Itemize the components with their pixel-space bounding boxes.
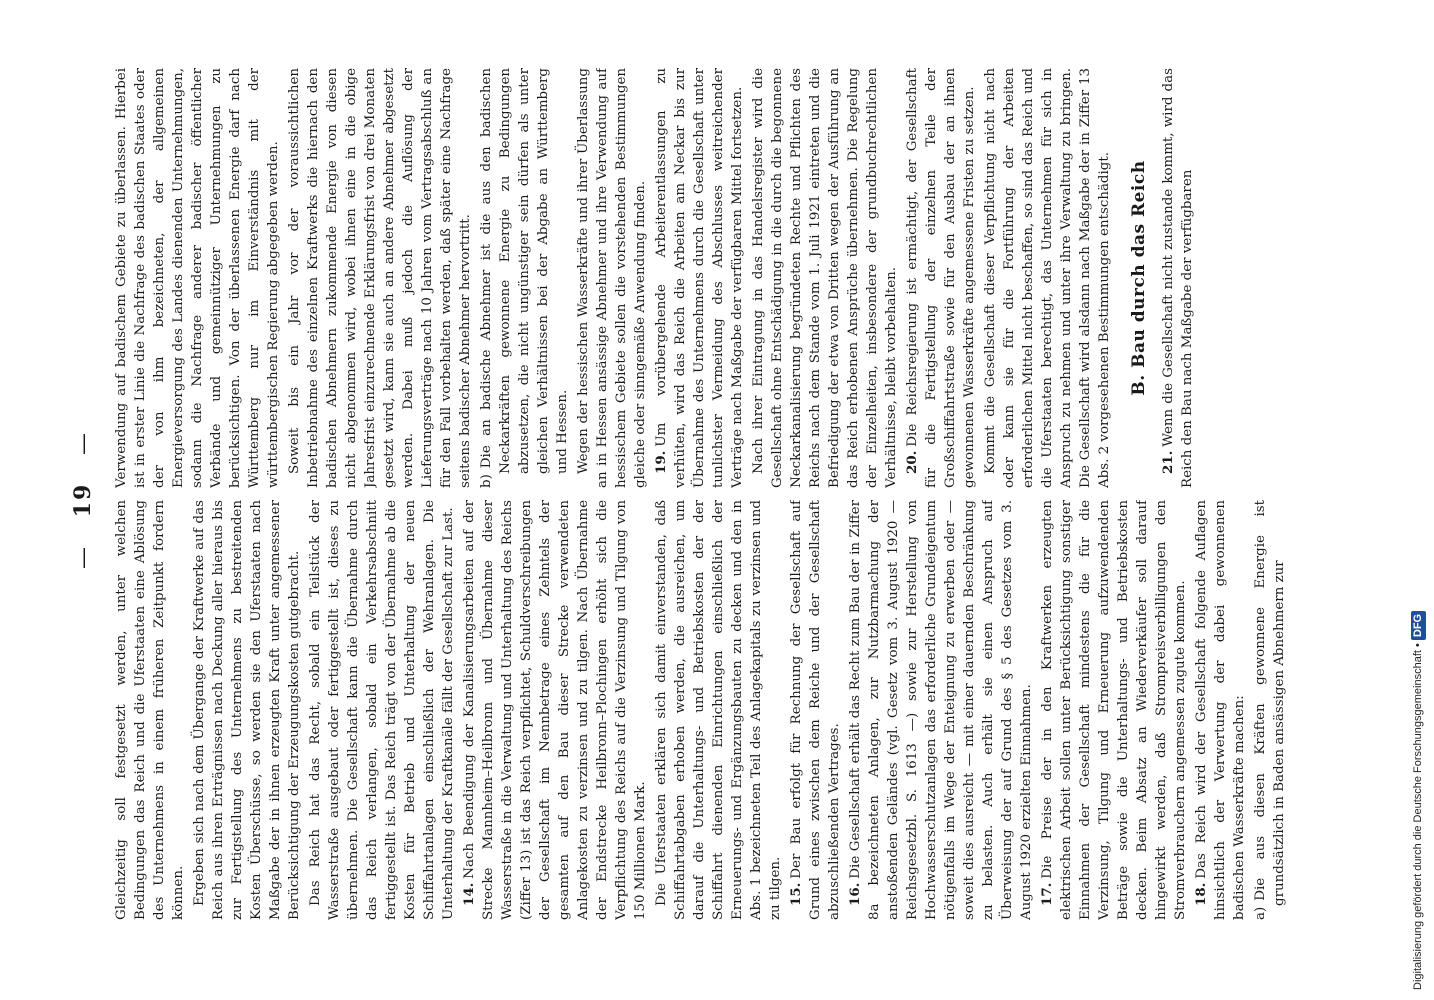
paragraph-number: a)	[1253, 906, 1268, 920]
paragraph-text: Gleichzeitig soll festgesetzt werden, unter welchen Bedingungen das Reich und die Uferstaaten eine Ablösung des Unternehmens in einem früheren Zeitpunkt fordern können.	[114, 500, 186, 920]
paragraph-number: 15.	[788, 882, 804, 906]
dfg-sidebar	[1404, 0, 1434, 1000]
paragraph-text: Nach ihrer Eintragung in das Handelsregister wird die Gesellschaft ohne Entschädigung in die durch die begonnene Neckarkanalisierung begründeten Rechte und Pflichten des Reichs nach dem Stande vom 1. Juli 1921 eintreten und die Befriedigung der etwa von Dritten wegen der Ausführung an das Reich erhobenen Ansprüche übernehmen. Die Regelung der Einzelheiten, insbesondere der grundbuchrechtlichen Verhältnisse, bleibt vorbehalten.	[751, 68, 899, 488]
dfg-logo: DFG	[1411, 611, 1426, 640]
dfg-credit-text: Digitalisierung gefördert durch die Deutsche Forschungsgemeinschaft •	[1412, 643, 1424, 990]
paragraph-text: Nach Beendigung der Kanalisierungsarbeiten auf der Strecke Mannheim–Heilbronn und Übernahme dieser Wasserstraße in die Verwaltung und Unterhaltung des Reichs (Ziffer 13) ist das Reich verpflichtet, Schuldverschreibungen der Gesellschaft im Nennbetrage eines Zehntels der gesamten auf den Bau dieser Strecke verwendeten Anlagekosten zu verzinsen und zu tilgen. Nach Übernahme der Endstrecke Heilbronn–Plochingen erhöht sich die Verpflichtung des Reichs auf die Verzinsung und Tilgung von 150 Millionen Mark.	[462, 500, 648, 920]
paragraph-text: Kommt die Gesellschaft dieser Verpflichtung nicht nach oder kann sie für die Fortführung der Arbeiten erforderlichen Mittel nicht beschaffen, so sind das Reich und die Uferstaaten berechtigt, das Unternehmen für sich in Anspruch zu nehmen und unter ihre Verwaltung zu bringen. Die Gesellschaft wird alsdann nach Maßgabe der in Ziffer 13 Abs. 2 vorgesehenen Bestimmungen entschädigt.	[983, 68, 1112, 488]
paragraph	[749, 68, 901, 488]
paragraph-number: b)	[479, 474, 494, 488]
paragraph-text: Die Uferstaaten erklären sich damit einverstanden, daß Schiffahrtabgaben erhoben werden, die ausreichen, um darauf die Unterhaltungs- und Betriebskosten der der Schiffahrt dienenden Einrichtungen einschließlich der Erneuerungs- und Ergänzungsbauten zu decken und den in Abs. 1 bezeichneten Teil des Anlagekapitals zu verzinsen und zu tilgen.	[654, 500, 783, 920]
paragraph	[190, 500, 304, 920]
paragraph-text: Wenn die Gesellschaft nicht zustande kommt, wird das Reich den Bau nach Maßgabe der verfügbaren	[1161, 68, 1195, 488]
paragraph-text: Die Gesellschaft erhält das Recht zum Bau der in Ziffer 8a bezeichneten Anlagen, zur Nutzbarmachung der anstoßenden Geländes (vgl. Gesetz vom 3. August 1920 — Reichsgesetzbl. S. 1613 —) sowie zur Herstellung von Hochwasserschutzanlagen das erforderliche Grundeigentum nötigenfalls im Wege der Enteignung zu erwerben oder — soweit dies ausreicht — mit einer dauernden Beschränkung zu belasten. Auch erhält sie einen Anspruch auf Überweisung der auf Grund des § 5 des Gesetzes vom 3. August 1920 erzielten Einnahmen.	[848, 500, 1034, 920]
dfg-credit	[1408, 50, 1428, 990]
paragraph-text: Soweit bis ein Jahr vor der voraussichtlichen Inbetriebnahme des einzelnen Kraftwerks die hiernach den badischen Abnehmern zukommende Energie von diesen nicht abgenommen wird, wobei ihnen eine in die obige Jahresfrist einzurechnende Erklärungsfrist von drei Monaten gesetzt wird, kann sie auch an andere Abnehmer abgesetzt werden. Dabei muß jedoch die Auflösung der Lieferungsverträge nach 10 Jahren vom Vertragsabschluß an für den Fall vorbehalten werden, daß später eine Nachfrage seitens badischer Abnehmer hervortritt.	[287, 68, 473, 488]
paragraph-text: Die Reichsregierung ist ermächtigt, der Gesellschaft für die Fertigstellung der einzelnen Teile der Großschiffahrtstraße sowie für den Ausbau der an ihnen gewonnenen Wasserkräfte angemessene Fristen zu setzen.	[905, 68, 977, 488]
paragraph-text: Verwendung auf badischem Gebiete zu überlassen. Hierbei ist in erster Linie die Nachfrage des badischen Staates oder der von ihm bezeichneten, der allgemeinen Energieversorgung des Landes dienenden Unternehmungen, sodann die Nachfrage anderer badischer öffentlicher Verbände und gemeinnütziger Unternehmungen zu berücksichtigen. Von der überlassenen Energie darf nach Württemberg nur im Einverständnis mit der württembergischen Regierung abgegeben werden.	[114, 68, 281, 488]
paragraph	[306, 500, 458, 920]
paragraph	[981, 68, 1114, 488]
section-heading: B. Bau durch das Reich	[1129, 160, 1149, 396]
right-column	[112, 68, 1372, 488]
paragraph-text: Wegen der hessischen Wasserkräfte und ihrer Überlassung an in Hessen ansässige Abnehmer und ihre Verwendung auf hessischem Gebiete sollen die vorstehenden Bestimmungen gleiche oder sinngemäße Anwendung finden.	[576, 68, 648, 488]
header-dash-right: —	[71, 431, 96, 456]
paragraph-number: 14.	[461, 882, 477, 906]
paragraph	[112, 500, 188, 920]
paragraph	[846, 500, 1036, 920]
paragraph	[574, 68, 650, 488]
paragraph	[787, 500, 844, 920]
page-number: 19	[70, 482, 96, 518]
paragraph-number: 21.	[1160, 450, 1176, 474]
paragraph-number: 19.	[653, 450, 669, 474]
paragraph-number: 17.	[1039, 882, 1055, 906]
paragraph-text: Das Reich wird der Gesellschaft folgende Auflagen hinsichtlich der Verwertung der dabei gewonnenen badischen Wasserkräfte machen:	[1194, 500, 1247, 920]
paragraph	[652, 500, 785, 920]
paragraph-number: 18.	[1193, 882, 1209, 906]
paragraph	[1038, 500, 1190, 920]
page-header	[70, 0, 104, 1000]
paragraph-text: Ergeben sich nach dem Übergange der Kraftwerke auf das Reich aus ihren Erträgnissen nach Deckung aller hieraus bis zur Fertigstellung des Unternehmens zu bestreitenden Kosten Überschüsse, so werden sie den Uferstaaten nach Maßgabe der in ihnen erzeugten Kraft unter angemessener Berücksichtigung der Erzeugungskosten gutgebracht.	[192, 500, 302, 920]
left-column	[112, 500, 1372, 920]
paragraph	[1251, 500, 1289, 920]
paragraph-text: Das Reich hat das Recht, sobald ein Teilstück der Wasserstraße ausgebaut oder fertiggestellt ist, dieses zu übernehmen. Die Gesellschaft kann die Übernahme durch das Reich verlangen, sobald ein Verkehrsabschnitt fertiggestellt ist. Das Reich trägt von der Übernahme ab die Kosten für Betrieb und Unterhaltung der neuen Schiffahrtanlagen einschließlich der Wehranlagen. Die Unterhaltung der Kraftkanäle fällt der Gesellschaft zur Last.	[308, 500, 456, 920]
paragraph	[1192, 500, 1249, 920]
paragraph-text: Der Bau erfolgt für Rechnung der Gesellschaft auf Grund eines zwischen dem Reiche und der Gesellschaft abzuschließenden Vertrages.	[789, 500, 842, 920]
paragraph	[112, 68, 283, 488]
paragraph	[285, 68, 475, 488]
paragraph-number: 16.	[847, 882, 863, 906]
paragraph-number: 20.	[904, 450, 920, 474]
paragraph-text: Die an badische Abnehmer ist die aus den badischen Neckarkräften gewonnene Energie zu Bedingungen abzusetzen, die nicht ungünstiger sein dürfen als unter gleichen Verhältnissen bei der Abgabe an Württemberg und Hessen.	[479, 68, 570, 474]
paragraph-text: Die aus diesen Kräften gewonnene Energie ist grundsätzlich in Baden ansässigen Abnehmern zur	[1253, 500, 1287, 906]
paragraph	[903, 68, 979, 488]
paragraph	[477, 68, 572, 488]
paragraph-text: Um vorübergehende Arbeiterentlassungen zu verhüten, wird das Reich die Arbeiten am Neckar bis zur Übernahme des Unternehmens durch die Gesellschaft unter tunlichster Vermeidung des Abschlusses weitreichender Verträge nach Maßgabe der verfügbaren Mittel fortsetzen.	[654, 68, 745, 488]
header-dash-left: —	[71, 544, 96, 569]
paragraph	[460, 500, 650, 920]
paragraph	[652, 68, 747, 488]
paragraph-text: Die Preise der in den Kraftwerken erzeugten elektrischen Arbeit sollen unter Berücksichtigung sonstiger Einnahmen der Gesellschaft mindestens die für die Verzinsung, Tilgung und Erneuerung aufzuwendenden Beträge sowie die Unterhaltungs- und Betriebskosten decken. Beim Absatz an Wiederverkäufer soll darauf hingewirkt werden, daß Strompreisverbilligungen den Stromverbrauchern angemessen zugute kommen.	[1040, 500, 1188, 920]
paragraph-21	[1159, 68, 1197, 488]
